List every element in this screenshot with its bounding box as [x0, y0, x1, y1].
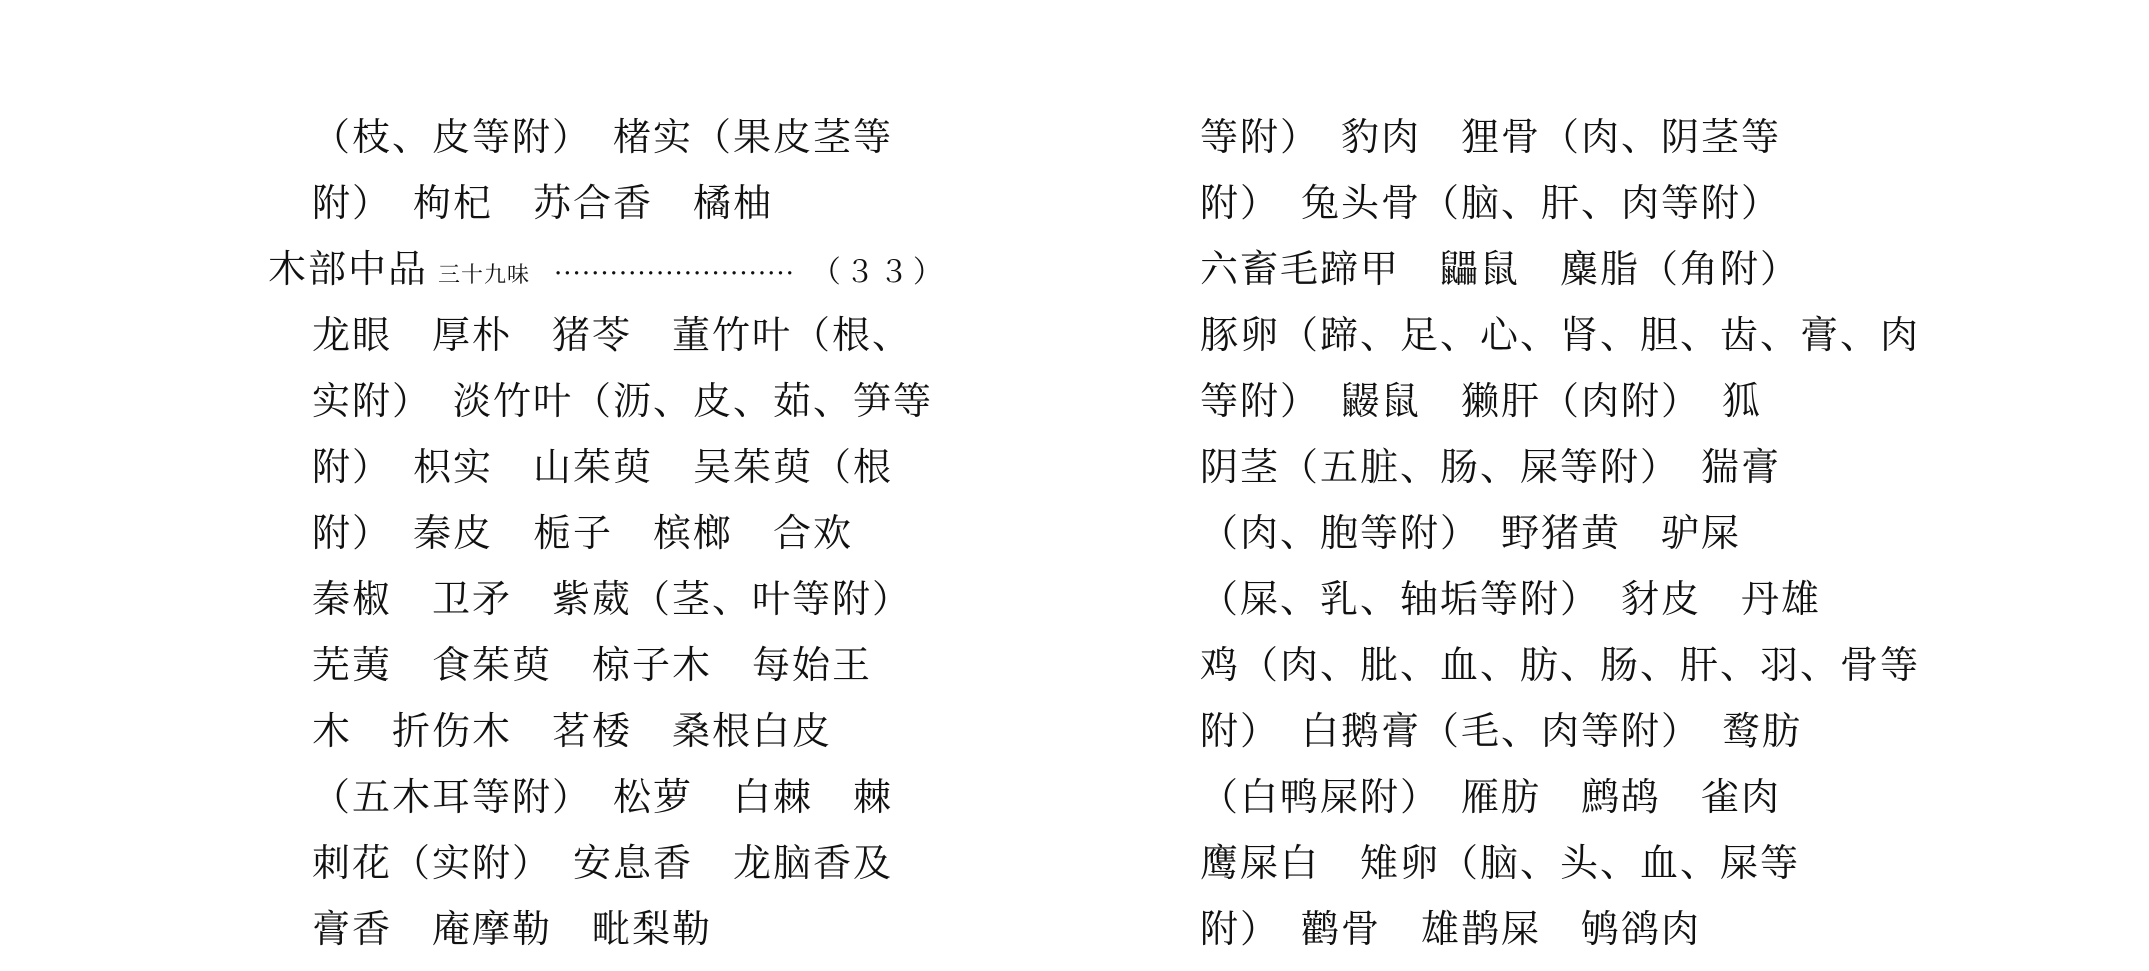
text-line: 附） 枳实 山茱萸 吴茱萸（根	[312, 445, 894, 489]
text-line: 鸡（肉、肶、血、肪、肠、肝、羽、骨等	[1200, 643, 1921, 687]
text-line: （白鸭屎附） 雁肪 鹧鸪 雀肉	[1200, 775, 1782, 819]
section-heading	[268, 245, 1080, 311]
text-line: 秦椒 卫矛 紫葳（茎、叶等附）	[312, 577, 913, 621]
text-line: 等附） 鼹鼠 獭肝（肉附） 狐	[1200, 379, 1763, 423]
text-line: （枝、皮等附） 楮实（果皮茎等	[312, 115, 894, 159]
text-line: （肉、胞等附） 野猪黄 驴屎	[1200, 511, 1742, 555]
text-line: 附） 鹳骨 雄鹊屎 鸲鹆肉	[1200, 907, 1702, 951]
text-line: 木 折伤木 茗㮃 桑根白皮	[312, 709, 833, 753]
left-column	[268, 113, 1080, 971]
text-line: 膏香 庵摩勒 毗梨勒	[312, 907, 713, 951]
text-line: 附） 白鹅膏（毛、肉等附） 鹜肪	[1200, 709, 1803, 753]
text-line: 附） 兔头骨（脑、肝、肉等附）	[1200, 181, 1782, 225]
text-line: 附） 秦皮 栀子 槟榔 合欢	[312, 511, 854, 555]
text-line: 六畜毛蹄甲 鼺鼠 麋脂（角附）	[1200, 247, 1801, 291]
text-line: 阴茎（五脏、肠、屎等附） 猯膏	[1200, 445, 1782, 489]
section-count: 三十九味	[438, 263, 531, 288]
text-line: 豚卵（蹄、足、心、肾、胆、齿、膏、肉	[1200, 313, 1921, 357]
text-line: 鹰屎白 雉卵（脑、头、血、屎等	[1200, 841, 1801, 885]
text-line: （屎、乳、轴垢等附） 豺皮 丹雄	[1200, 577, 1822, 621]
text-line: 附） 枸杞 苏合香 橘柚	[312, 181, 774, 225]
text-line: 刺花（实附） 安息香 龙脑香及	[312, 841, 894, 885]
section-title: 木部中品	[268, 247, 429, 291]
page-number: （３３）	[810, 255, 947, 290]
text-line: 实附） 淡竹叶（沥、皮、茹、笋等	[312, 379, 934, 423]
dot-leader: ··························	[554, 259, 795, 289]
text-line: 龙眼 厚朴 猪苓 董竹叶（根、	[312, 313, 913, 357]
text-line: 芜荑 食茱萸 椋子木 每始王	[312, 643, 873, 687]
text-line: （五木耳等附） 松萝 白棘 棘	[312, 775, 894, 819]
right-column	[1200, 113, 1921, 971]
text-line: 等附） 豹肉 狸骨（肉、阴茎等	[1200, 115, 1782, 159]
